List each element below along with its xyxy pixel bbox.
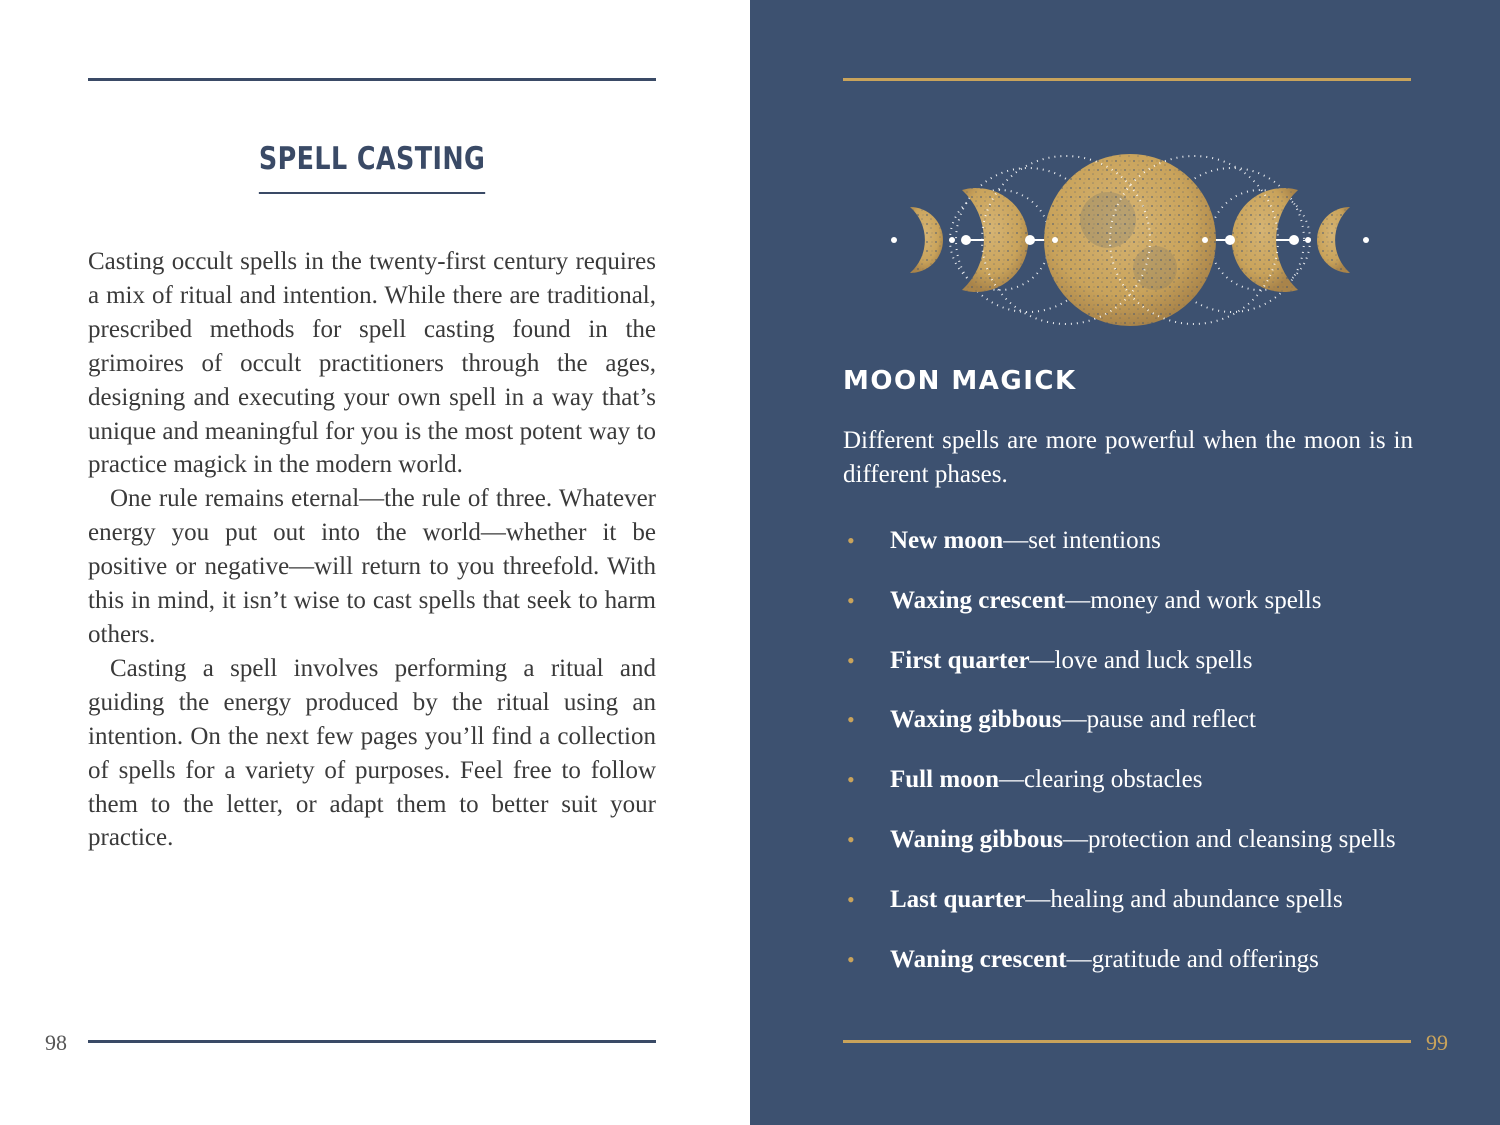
phase-desc: —money and work spells — [1065, 586, 1322, 614]
top-rule — [88, 78, 656, 81]
bullet-icon: • — [847, 946, 855, 972]
list-item — [843, 702, 1443, 762]
phase-dot — [891, 237, 897, 243]
list-item — [843, 583, 1443, 643]
paragraph-2: One rule remains eternal—the rule of three. Whatever energy you put out into the world—whether it be positive or negative—will return to you threefold. With this in mind, it isn’t wise to cast spells that seek to harm others. — [88, 485, 656, 648]
phase-desc: —gratitude and offerings — [1066, 945, 1319, 973]
bullet-icon: • — [847, 886, 855, 912]
moon-phase-list — [843, 523, 1443, 1001]
page-number-right: 99 — [1426, 1030, 1448, 1055]
phase-desc: —pause and reflect — [1061, 706, 1256, 734]
phase-desc: —set intentions — [1003, 527, 1161, 554]
phase-name: New moon — [890, 527, 1004, 554]
bullet-icon: • — [847, 528, 855, 553]
list-item — [843, 882, 1443, 942]
phase-name: Waxing gibbous — [890, 706, 1062, 734]
bullet-icon: • — [847, 826, 855, 852]
phase-dot — [1225, 235, 1235, 245]
bullet-icon: • — [847, 647, 855, 673]
bottom-rule-gold — [843, 1040, 1411, 1043]
list-item — [843, 762, 1443, 822]
phase-dot — [1305, 237, 1311, 243]
paragraph-3: Casting a spell involves performing a ritual and guiding the energy produced by the ritual using an intention. On the next few pages you’ll find a collection of spells for a variety of purposes. Feel free to follow them to the letter, or adapt them to better suit your practice. — [88, 654, 656, 852]
top-rule-gold — [843, 78, 1411, 81]
phase-name: Full moon — [890, 766, 1000, 794]
phase-name: Waning crescent — [890, 945, 1067, 973]
bullet-icon: • — [847, 767, 855, 793]
phase-dot — [961, 235, 971, 245]
phase-dot — [1202, 237, 1208, 243]
list-item — [843, 523, 1443, 583]
moon-phases-icon — [880, 150, 1380, 330]
page-title-wrapper — [88, 142, 656, 194]
bullet-icon: • — [847, 707, 855, 733]
phase-name: Waning gibbous — [890, 825, 1064, 853]
phase-dot — [1025, 235, 1035, 245]
phase-desc: —healing and abundance spells — [1025, 885, 1343, 913]
list-item — [843, 643, 1443, 703]
section-title: MOON MAGICK — [843, 366, 1077, 396]
phase-name: Waxing crescent — [890, 586, 1066, 614]
phase-dot — [1363, 237, 1369, 243]
phase-dot — [949, 237, 955, 243]
page-title: SPELL CASTING — [259, 142, 485, 194]
phase-desc: —protection and cleansing spells — [1063, 825, 1396, 853]
bullet-icon: • — [847, 587, 855, 613]
bottom-rule — [88, 1040, 656, 1043]
list-item — [843, 942, 1443, 1002]
body-text — [88, 245, 656, 855]
phase-name: Last quarter — [890, 885, 1026, 913]
phase-dot — [1289, 235, 1299, 245]
list-item — [843, 822, 1443, 882]
intro-text: Different spells are more powerful when the moon is in different phases. — [843, 427, 1413, 488]
phase-desc: —clearing obstacles — [999, 766, 1203, 794]
phase-desc: —love and luck spells — [1029, 646, 1253, 674]
paragraph-1: Casting occult spells in the twenty-first century requires a mix of ritual and intention. While there are traditional, prescribed methods for spell casting found in the grimoires of occult practitioners through the ages, designing and executing your own spell in a way that’s unique and meaningful for you is the most potent way to practice magick in the modern world. — [88, 248, 656, 479]
phase-dot — [1052, 237, 1058, 243]
phase-name: First quarter — [890, 646, 1030, 674]
page-number-left: 98 — [45, 1030, 67, 1055]
